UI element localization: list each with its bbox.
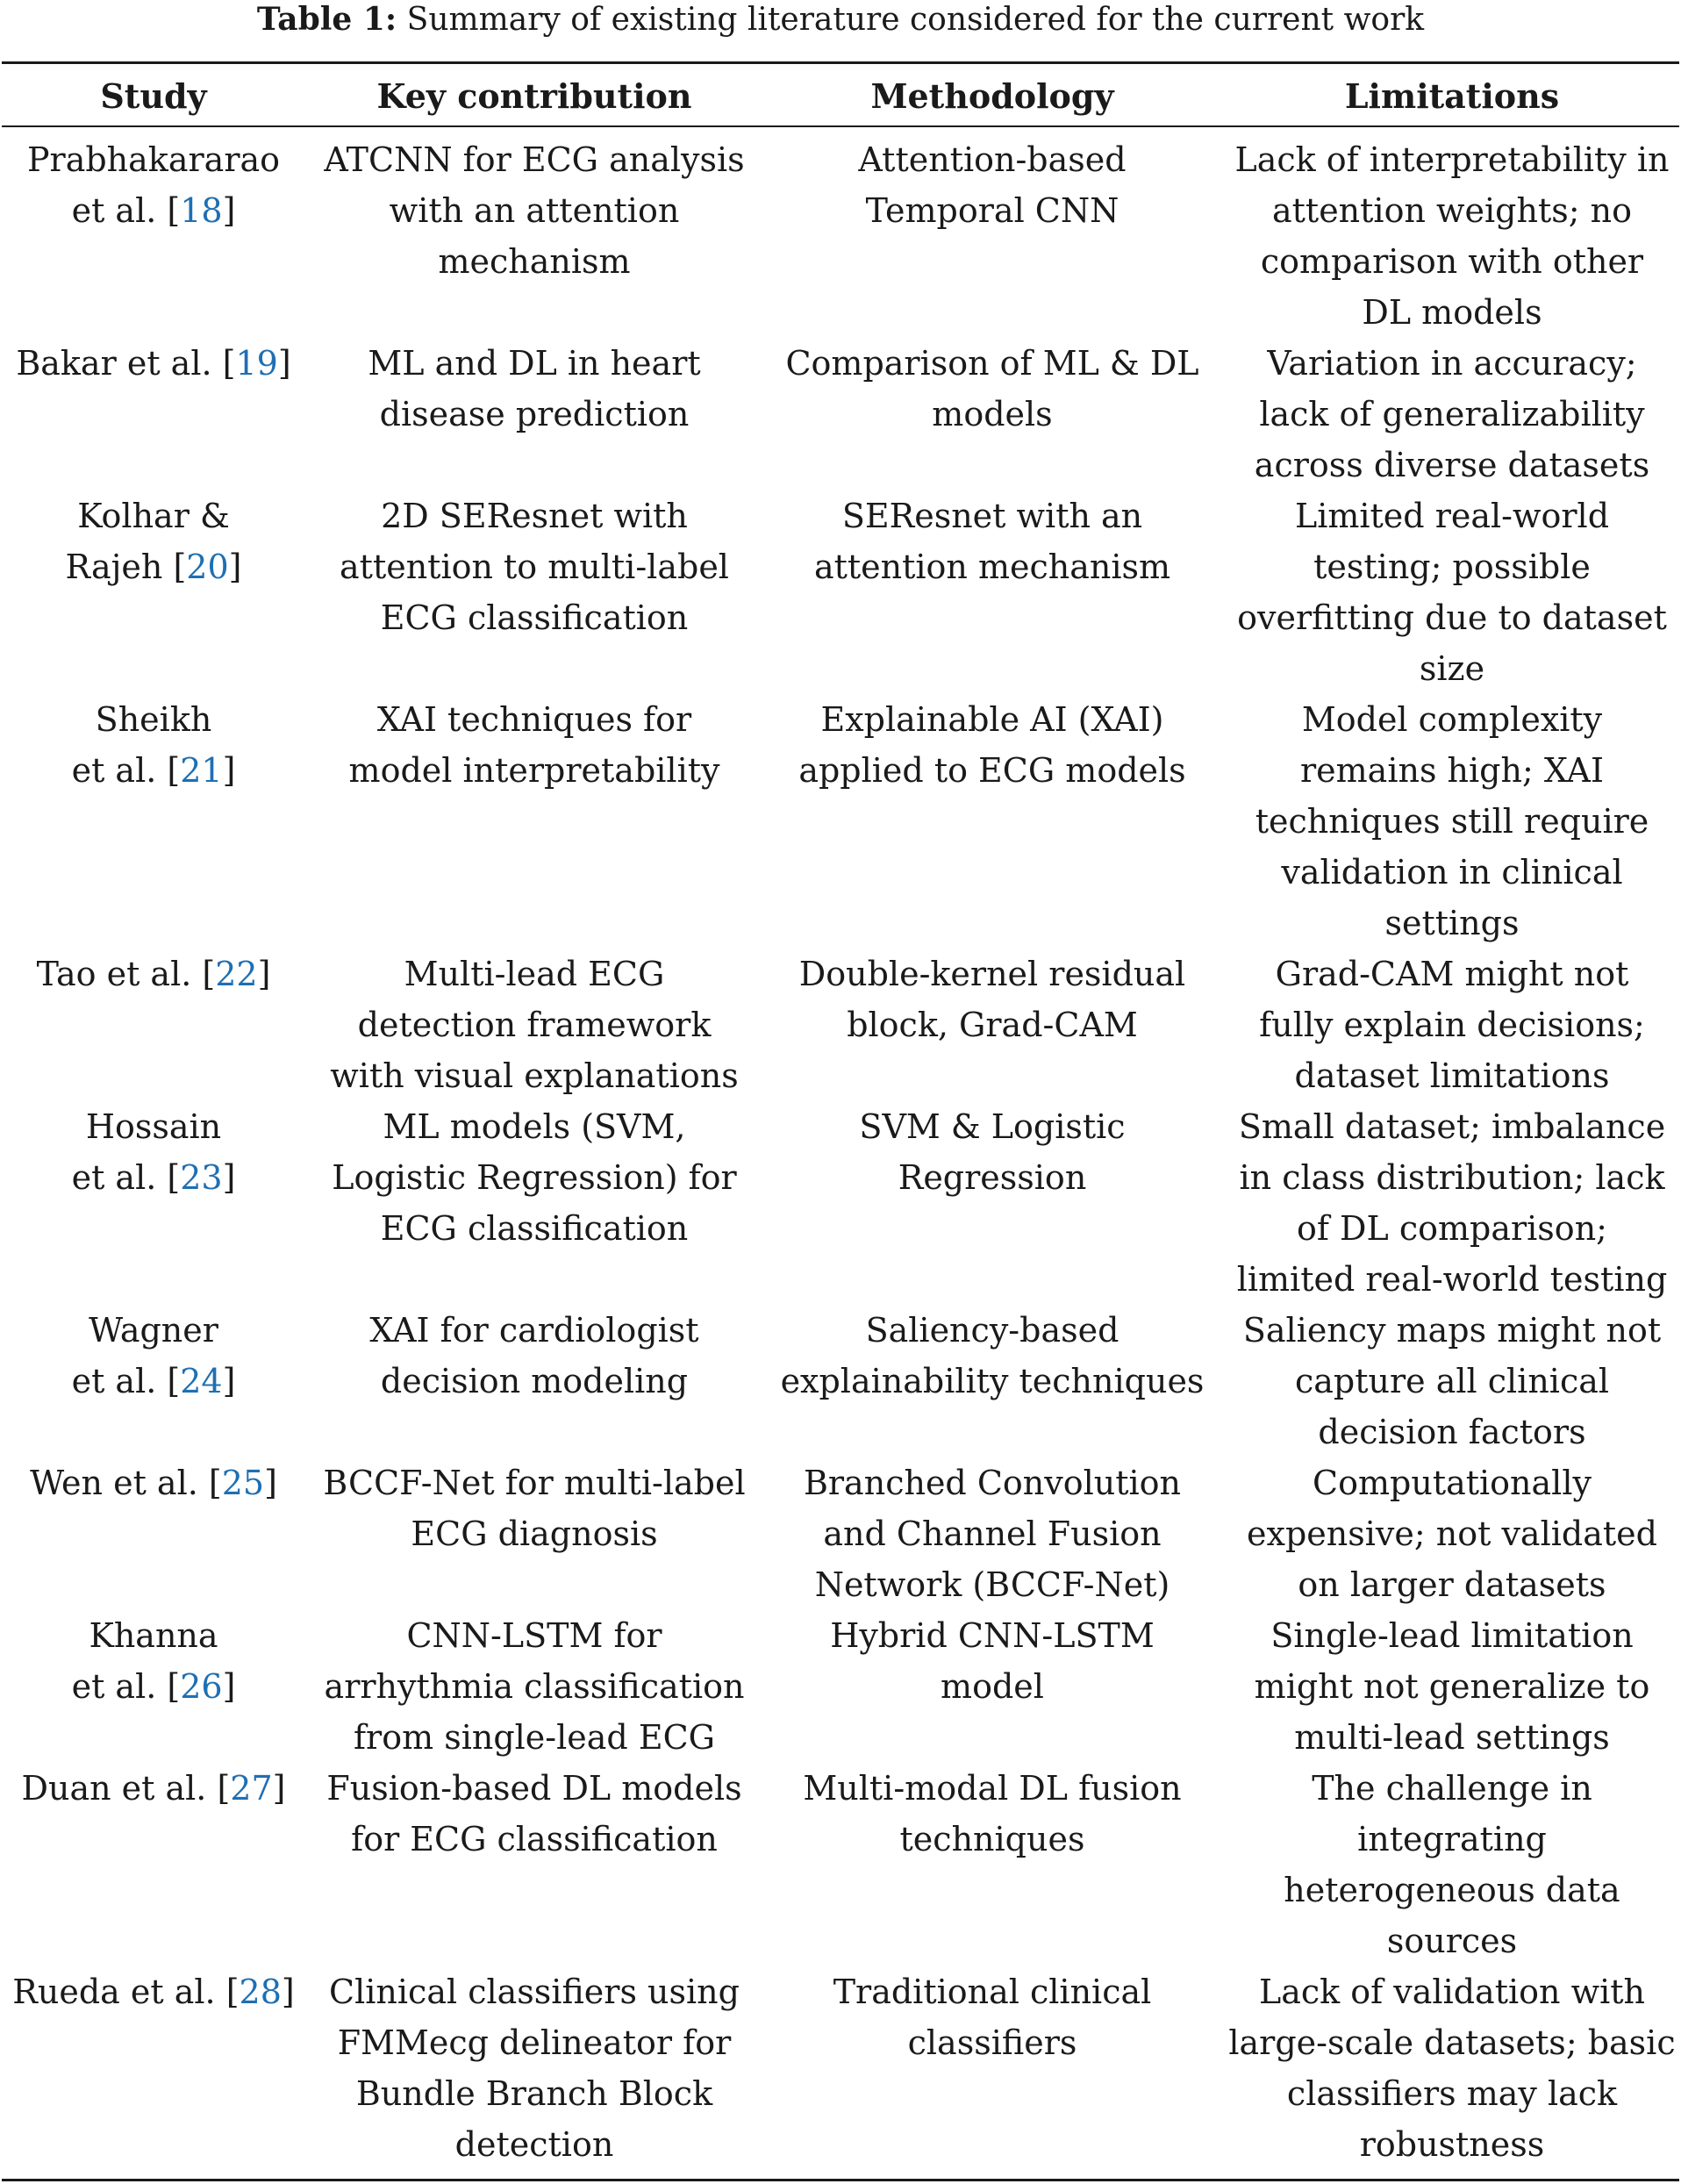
methodology-line: attention mechanism — [813, 548, 1171, 586]
cell-limitations — [1223, 1763, 1681, 1966]
table-row — [0, 134, 1681, 338]
citation-link[interactable]: 22 — [215, 955, 258, 993]
methodology-line: Hybrid CNN-LSTM — [830, 1616, 1155, 1655]
table-row — [0, 1763, 1681, 1966]
methodology-line: Explainable AI (XAI) — [820, 700, 1164, 739]
citation-bracket: ] — [277, 344, 291, 383]
table-header-rule — [2, 125, 1679, 127]
study-line — [0, 1610, 307, 1661]
study-author-text: Rajeh [ — [65, 548, 187, 586]
study-line — [0, 1457, 307, 1508]
limitations-line: validation in clinical — [1281, 853, 1623, 892]
contribution-line: ECG diagnosis — [411, 1514, 658, 1553]
contribution-line: detection — [454, 2125, 614, 2164]
cell-methodology — [762, 1610, 1223, 1712]
table-top-rule — [2, 61, 1679, 64]
limitations-line: integrating — [1357, 1820, 1547, 1858]
study-line — [0, 1763, 307, 1814]
cell-limitations — [1223, 1101, 1681, 1305]
limitations-line: Variation in accuracy; — [1267, 344, 1637, 383]
table-row — [0, 1457, 1681, 1610]
cell-methodology — [762, 1101, 1223, 1203]
limitations-line: testing; possible — [1313, 548, 1591, 586]
cell-limitations — [1223, 338, 1681, 491]
limitations-line: Small dataset; imbalance — [1238, 1107, 1666, 1146]
cell-study — [0, 134, 307, 236]
limitations-line: DL models — [1362, 293, 1542, 332]
cell-limitations — [1223, 1610, 1681, 1763]
citation-link[interactable]: 19 — [235, 344, 278, 383]
citation-bracket: ] — [222, 191, 236, 230]
limitations-line: size — [1419, 649, 1485, 688]
limitations-line: remains high; XAI — [1299, 751, 1604, 790]
methodology-line: Branched Convolution — [803, 1464, 1182, 1502]
contribution-line: BCCF-Net for multi-label — [323, 1464, 746, 1502]
citation-link[interactable]: 24 — [180, 1362, 223, 1400]
cell-limitations — [1223, 694, 1681, 949]
limitations-line: overfitting due to dataset — [1237, 598, 1667, 637]
column-header-study: Study — [100, 76, 207, 116]
methodology-line: Traditional clinical — [833, 1973, 1152, 2011]
cell-study — [0, 1457, 307, 1508]
cell-study — [0, 338, 307, 389]
citation-bracket: ] — [228, 548, 242, 586]
methodology-line: Temporal CNN — [865, 191, 1119, 230]
limitations-line: Lack of interpretability in — [1234, 140, 1670, 179]
cell-limitations — [1223, 1966, 1681, 2170]
cell-key-contribution — [307, 1763, 762, 1865]
cell-limitations — [1223, 491, 1681, 694]
table-row — [0, 1101, 1681, 1305]
cell-limitations — [1223, 1457, 1681, 1610]
methodology-line: techniques — [899, 1820, 1085, 1858]
contribution-line: model interpretability — [348, 751, 720, 790]
cell-key-contribution — [307, 1610, 762, 1763]
methodology-line: Network (BCCF-Net) — [814, 1565, 1170, 1604]
column-header-key-contribution: Key contribution — [376, 76, 692, 116]
contribution-line: disease prediction — [379, 395, 690, 433]
study-line — [0, 491, 307, 541]
study-line — [0, 541, 307, 592]
contribution-line: Bundle Branch Block — [355, 2074, 713, 2113]
contribution-line: with an attention — [389, 191, 680, 230]
cell-limitations — [1223, 1305, 1681, 1457]
limitations-line: The challenge in — [1312, 1769, 1592, 1808]
study-line — [0, 134, 307, 185]
contribution-line: XAI for cardiologist — [369, 1311, 699, 1350]
citation-link[interactable]: 23 — [180, 1158, 223, 1197]
study-line — [0, 1966, 307, 2017]
table-caption-text: Summary of existing literature considered for the current work — [406, 2, 1425, 38]
study-line — [0, 694, 307, 745]
study-author-text: Hossain — [85, 1107, 222, 1146]
contribution-line: ATCNN for ECG analysis — [324, 140, 745, 179]
cell-methodology — [762, 1966, 1223, 2068]
cell-key-contribution — [307, 134, 762, 287]
contribution-line: Clinical classifiers using — [329, 1973, 740, 2011]
limitations-line: attention weights; no — [1272, 191, 1632, 230]
study-author-text: Kolhar & — [77, 497, 230, 535]
methodology-line: Saliency-based — [865, 1311, 1119, 1350]
cell-key-contribution — [307, 694, 762, 796]
study-author-text: Duan et al. [ — [21, 1769, 231, 1808]
table-row — [0, 491, 1681, 694]
citation-link[interactable]: 20 — [186, 548, 229, 586]
citation-bracket: ] — [222, 751, 236, 790]
study-author-text: Rueda et al. [ — [12, 1973, 240, 2011]
limitations-line: sources — [1386, 1922, 1518, 1960]
citation-bracket: ] — [281, 1973, 295, 2011]
citation-bracket: ] — [257, 955, 271, 993]
cell-methodology — [762, 1305, 1223, 1407]
cell-study — [0, 1610, 307, 1712]
study-author-text: Bakar et al. [ — [16, 344, 236, 383]
study-author-text: Wen et al. [ — [30, 1464, 222, 1502]
contribution-line: decision modeling — [380, 1362, 689, 1400]
citation-bracket: ] — [272, 1769, 286, 1808]
citation-bracket: ] — [222, 1667, 236, 1706]
table-bottom-rule — [2, 2179, 1679, 2181]
methodology-line: classifiers — [907, 2023, 1077, 2062]
cell-study — [0, 949, 307, 999]
methodology-line: Attention-based — [858, 140, 1127, 179]
cell-methodology — [762, 1763, 1223, 1865]
table-row — [0, 1966, 1681, 2170]
contribution-line: Logistic Regression) for — [332, 1158, 737, 1197]
cell-key-contribution — [307, 491, 762, 643]
contribution-line: arrhythmia classification — [324, 1667, 745, 1706]
limitations-line: of DL comparison; — [1297, 1209, 1607, 1248]
limitations-line: fully explain decisions; — [1259, 1006, 1645, 1044]
study-line — [0, 1305, 307, 1356]
study-author-text: Tao et al. [ — [36, 955, 216, 993]
limitations-line: dataset limitations — [1294, 1056, 1610, 1095]
limitations-line: heterogeneous data — [1284, 1871, 1620, 1909]
table-row — [0, 1610, 1681, 1763]
limitations-line: Single-lead limitation — [1270, 1616, 1634, 1655]
limitations-line: limited real-world testing — [1236, 1260, 1668, 1299]
methodology-line: Multi-modal DL fusion — [803, 1769, 1182, 1808]
table-caption — [0, 0, 1681, 39]
limitations-line: Grad-CAM might not — [1275, 955, 1629, 993]
table-row — [0, 338, 1681, 491]
limitations-line: classifiers may lack — [1286, 2074, 1618, 2113]
citation-link[interactable]: 25 — [221, 1464, 265, 1502]
study-author-text: et al. [ — [71, 1362, 181, 1400]
contribution-line: ML and DL in heart — [368, 344, 701, 383]
table-row — [0, 694, 1681, 949]
methodology-line: explainability techniques — [780, 1362, 1205, 1400]
contribution-line: detection framework — [357, 1006, 712, 1044]
study-line — [0, 338, 307, 389]
cell-methodology — [762, 338, 1223, 440]
contribution-line: ML models (SVM, — [383, 1107, 686, 1146]
methodology-line: Double-kernel residual — [798, 955, 1186, 993]
study-author-text: et al. [ — [71, 1158, 181, 1197]
limitations-line: might not generalize to — [1254, 1667, 1650, 1706]
methodology-line: models — [932, 395, 1053, 433]
limitations-line: Saliency maps might not — [1242, 1311, 1662, 1350]
limitations-line: lack of generalizability — [1259, 395, 1645, 433]
contribution-line: FMMecg delineator for — [337, 2023, 732, 2062]
methodology-line: SVM & Logistic — [859, 1107, 1126, 1146]
cell-methodology — [762, 694, 1223, 796]
limitations-line: comparison with other — [1260, 242, 1644, 281]
study-author-text: Sheikh — [95, 700, 212, 739]
methodology-line: Regression — [898, 1158, 1087, 1197]
citation-bracket: ] — [264, 1464, 277, 1502]
limitations-line: across diverse datasets — [1254, 446, 1650, 484]
contribution-line: from single-lead ECG — [353, 1718, 716, 1757]
citation-link[interactable]: 28 — [239, 1973, 282, 2011]
contribution-line: ECG classification — [380, 598, 689, 637]
contribution-line: attention to multi-label — [340, 548, 729, 586]
cell-methodology — [762, 134, 1223, 236]
limitations-line: Model complexity — [1301, 700, 1603, 739]
limitations-line: large-scale datasets; basic — [1228, 2023, 1676, 2062]
table-row — [0, 949, 1681, 1101]
cell-study — [0, 1763, 307, 1814]
citation-link[interactable]: 27 — [230, 1769, 273, 1808]
limitations-line: settings — [1384, 904, 1520, 942]
cell-key-contribution — [307, 1457, 762, 1559]
limitations-line: in class distribution; lack — [1239, 1158, 1665, 1197]
citation-link[interactable]: 18 — [180, 191, 223, 230]
study-author-text: Prabhakararao — [26, 140, 281, 179]
limitations-line: Lack of validation with — [1259, 1973, 1645, 2011]
methodology-line: applied to ECG models — [798, 751, 1186, 790]
methodology-line: Comparison of ML & DL — [785, 344, 1199, 383]
limitations-line: on larger datasets — [1298, 1565, 1606, 1604]
contribution-line: Fusion-based DL models — [326, 1769, 742, 1808]
limitations-line: multi-lead settings — [1294, 1718, 1610, 1757]
citation-bracket: ] — [222, 1362, 236, 1400]
contribution-line: XAI techniques for — [376, 700, 692, 739]
cell-key-contribution — [307, 338, 762, 440]
limitations-line: techniques still require — [1255, 802, 1649, 841]
study-line — [0, 1101, 307, 1152]
cell-study — [0, 1305, 307, 1407]
contribution-line: CNN-LSTM for — [406, 1616, 662, 1655]
cell-study — [0, 1966, 307, 2017]
cell-methodology — [762, 1457, 1223, 1610]
limitations-line: Limited real-world — [1294, 497, 1610, 535]
limitations-line: Computationally — [1313, 1464, 1592, 1502]
contribution-line: for ECG classification — [351, 1820, 718, 1858]
citation-link[interactable]: 26 — [180, 1667, 223, 1706]
study-author-text: Wagner — [89, 1311, 218, 1350]
study-line — [0, 745, 307, 796]
contribution-line: ECG classification — [380, 1209, 689, 1248]
column-header-methodology: Methodology — [870, 76, 1114, 116]
methodology-line: SEResnet with an — [841, 497, 1143, 535]
cell-limitations — [1223, 949, 1681, 1101]
methodology-line: block, Grad-CAM — [847, 1006, 1138, 1044]
study-author-text: et al. [ — [71, 751, 181, 790]
table-caption-label: Table 1: — [256, 1, 397, 38]
contribution-line: 2D SEResnet with — [381, 497, 688, 535]
study-author-text: et al. [ — [71, 1667, 181, 1706]
study-line — [0, 185, 307, 236]
cell-limitations — [1223, 134, 1681, 338]
cell-study — [0, 1101, 307, 1203]
cell-study — [0, 694, 307, 796]
limitations-line: decision factors — [1318, 1413, 1586, 1451]
methodology-line: model — [941, 1667, 1044, 1706]
citation-link[interactable]: 21 — [180, 751, 223, 790]
cell-study — [0, 491, 307, 592]
table-row — [0, 1305, 1681, 1457]
methodology-line: and Channel Fusion — [823, 1514, 1162, 1553]
study-line — [0, 1661, 307, 1712]
study-author-text: Khanna — [89, 1616, 218, 1655]
citation-bracket: ] — [222, 1158, 236, 1197]
contribution-line: with visual explanations — [330, 1056, 739, 1095]
limitations-line: robustness — [1359, 2125, 1545, 2164]
contribution-line: Multi-lead ECG — [404, 955, 665, 993]
study-author-text: et al. [ — [71, 191, 181, 230]
cell-key-contribution — [307, 949, 762, 1101]
study-line — [0, 949, 307, 999]
study-line — [0, 1152, 307, 1203]
column-header-limitations: Limitations — [1344, 76, 1560, 116]
study-line — [0, 1356, 307, 1407]
cell-key-contribution — [307, 1101, 762, 1254]
limitations-line: capture all clinical — [1294, 1362, 1610, 1400]
cell-key-contribution — [307, 1966, 762, 2170]
cell-methodology — [762, 491, 1223, 592]
limitations-line: expensive; not validated — [1247, 1514, 1657, 1553]
cell-key-contribution — [307, 1305, 762, 1407]
cell-methodology — [762, 949, 1223, 1050]
contribution-line: mechanism — [438, 242, 631, 281]
